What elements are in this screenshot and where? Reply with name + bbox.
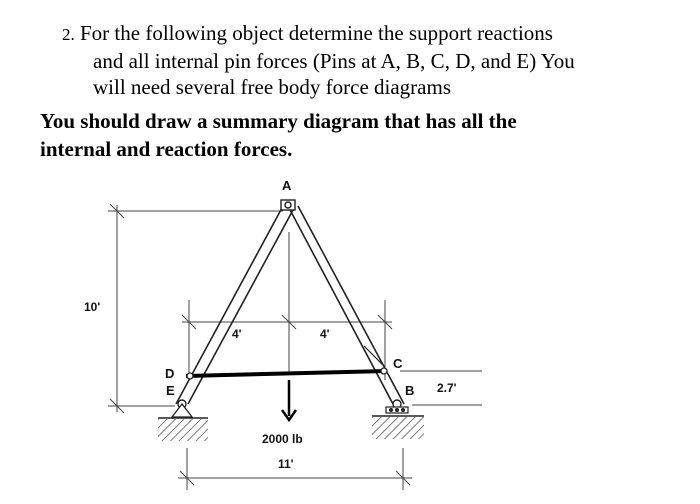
pin-d (187, 373, 193, 379)
pin-a (281, 200, 295, 210)
pin-a-label: A (282, 178, 292, 193)
problem-line-3: will need several free body force diagrams (93, 75, 452, 99)
load-arrow (282, 380, 296, 420)
tie-bar (186, 371, 387, 376)
right-span-label: 4' (320, 327, 330, 341)
base-dim-label: 11' (278, 457, 294, 471)
problem-number: 2. (62, 25, 75, 44)
height-dim-label: 10' (84, 300, 101, 314)
pin-c-label: C (393, 356, 403, 371)
left-span-label: 4' (232, 327, 242, 341)
base-dimension (178, 448, 412, 490)
pin-b-label: B (405, 383, 415, 398)
bar-height-label: 2.7' (437, 381, 457, 395)
pin-d-label: D (165, 366, 175, 381)
problem-line-1: 2. For the following object determine the support reactions (62, 21, 553, 45)
pin-e-label: E (166, 383, 175, 398)
height-dimension (108, 204, 283, 413)
problem-line-2: and all internal pin forces (Pins at A, B, C, D, and E) You (93, 49, 575, 73)
pin-c (381, 368, 387, 374)
span-dimension (182, 300, 392, 380)
instruction-line-1: You should draw a summary diagram that has all the (40, 109, 517, 133)
right-support (372, 400, 424, 439)
load-label: 2000 lb (262, 432, 303, 446)
instruction-line-2: internal and reaction forces. (40, 137, 293, 161)
